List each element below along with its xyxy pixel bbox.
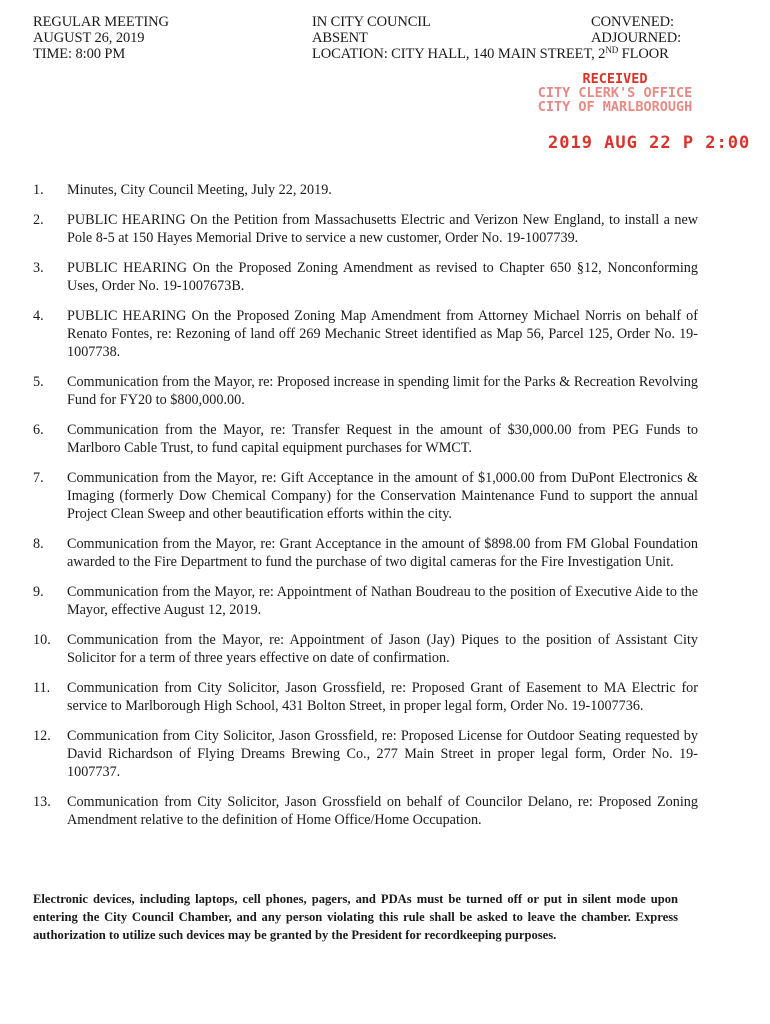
agenda-item bbox=[33, 793, 698, 829]
agenda-item-number: 9. bbox=[33, 584, 44, 600]
meeting-info bbox=[33, 14, 169, 62]
location-sup: ND bbox=[605, 45, 619, 55]
convened-label: CONVENED: bbox=[591, 14, 674, 30]
agenda-item-number: 5. bbox=[33, 374, 44, 390]
agenda-item-number: 3. bbox=[33, 260, 44, 276]
stamp-date: 2019 AUG 22 P 2:00 bbox=[548, 133, 751, 153]
agenda-item-number: 11. bbox=[33, 680, 51, 696]
location-suffix: FLOOR bbox=[618, 46, 669, 62]
agenda-item-number: 8. bbox=[33, 536, 44, 552]
location-prefix: LOCATION: CITY HALL, 140 MAIN STREET, 2 bbox=[312, 46, 606, 62]
agenda-item bbox=[33, 373, 698, 409]
agenda-item-text: Communication from the Mayor, re: Grant Acceptance in the amount of $898.00 from FM Global Foundation awarded to the Fire Department to fund the purchase of two digital cameras for the Fire Investigation Unit. bbox=[67, 536, 698, 570]
agenda-item-number: 13. bbox=[33, 794, 51, 810]
agenda-item bbox=[33, 727, 698, 781]
agenda-item-number: 1. bbox=[33, 182, 44, 198]
stamp-clerk-office: CITY CLERK'S OFFICE bbox=[537, 85, 693, 101]
agenda-item bbox=[33, 679, 698, 715]
meeting-type: REGULAR MEETING bbox=[33, 14, 169, 30]
received-stamp bbox=[530, 72, 700, 114]
agenda-item-text: Communication from City Solicitor, Jason Grossfield, re: Proposed License for Outdoor Seating requested by David Richardson of Flying Dreams Brewing Co., 277 Main Street in proper legal form, Order No. 19-1007737. bbox=[67, 728, 698, 780]
agenda-item-text: PUBLIC HEARING On the Proposed Zoning Map Amendment from Attorney Michael Norris on behalf of Renato Fontes, re: Rezoning of land off 269 Mechanic Street identified as Map 56, Parcel 125, Order No. 19-1007738. bbox=[67, 308, 698, 360]
agenda-item-number: 7. bbox=[33, 470, 44, 486]
agenda-item-text: Communication from the Mayor, re: Appointment of Jason (Jay) Piques to the position of Assistant City Solicitor for a term of three years effective on date of confirmation. bbox=[67, 632, 698, 666]
agenda-item-text: PUBLIC HEARING On the Proposed Zoning Amendment as revised to Chapter 650 §12, Nonconforming Uses, Order No. 19-1007673B. bbox=[67, 260, 698, 294]
agenda-item bbox=[33, 181, 698, 199]
agenda-item bbox=[33, 421, 698, 457]
agenda-item-text: Communication from the Mayor, re: Appointment of Nathan Boudreau to the position of Executive Aide to the Mayor, effective August 12, 2019. bbox=[67, 584, 698, 618]
agenda-item bbox=[33, 259, 698, 295]
agenda-item bbox=[33, 631, 698, 667]
electronic-devices-notice: Electronic devices, including laptops, cell phones, pagers, and PDAs must be turned off or put in silent mode upon entering the City Council Chamber, and any person violating this rule shall be asked to leave the chamber. Express authorization to utilize such devices may be granted by the President for recordkeeping purposes. bbox=[33, 892, 678, 942]
adjourned-label: ADJOURNED: bbox=[591, 30, 682, 46]
agenda-item-text: Communication from the Mayor, re: Transfer Request in the amount of $30,000.00 from PEG Funds to Marlboro Cable Trust, to fund capital equipment purchases for WMCT. bbox=[67, 422, 698, 456]
agenda-item-number: 10. bbox=[33, 632, 51, 648]
agenda-item-text: Communication from the Mayor, re: Proposed increase in spending limit for the Parks & Recreation Revolving Fund for FY20 to $800,000.00. bbox=[67, 374, 698, 408]
agenda-item bbox=[33, 211, 698, 247]
agenda-list bbox=[33, 181, 698, 841]
meeting-time: TIME: 8:00 PM bbox=[33, 46, 126, 62]
agenda-item bbox=[33, 583, 698, 619]
agenda-item-number: 4. bbox=[33, 308, 44, 324]
agenda-item-text: Communication from City Solicitor, Jason Grossfield on behalf of Councilor Delano, re: Proposed Zoning Amendment relative to the definition of Home Office/Home Occupation. bbox=[67, 794, 698, 828]
agenda-item-text: PUBLIC HEARING On the Petition from Massachusetts Electric and Verizon New England, to install a new Pole 8-5 at 150 Hayes Memorial Drive to service a new customer, Order No. 19-1007739. bbox=[67, 212, 698, 246]
agenda-item-number: 12. bbox=[33, 728, 51, 744]
meeting-date: AUGUST 26, 2019 bbox=[33, 30, 145, 46]
meeting-location bbox=[312, 46, 669, 62]
absent-label: ABSENT bbox=[312, 30, 368, 46]
stamp-city: CITY OF MARLBOROUGH bbox=[537, 99, 693, 115]
agenda-item bbox=[33, 469, 698, 523]
agenda-item bbox=[33, 535, 698, 571]
agenda-item-text: Communication from the Mayor, re: Gift Acceptance in the amount of $1,000.00 from DuPont Electronics & Imaging (formerly Dow Chemical Company) for the Conservation Maintenance Fund to support the annual Project Clean Sweep and other beautification efforts within the city. bbox=[67, 470, 698, 522]
agenda-item-number: 2. bbox=[33, 212, 44, 228]
stamp-received: RECEIVED bbox=[582, 71, 648, 87]
agenda-item-number: 6. bbox=[33, 422, 44, 438]
in-city-council-label: IN CITY COUNCIL bbox=[312, 14, 431, 30]
agenda-item bbox=[33, 307, 698, 361]
council-status bbox=[312, 14, 431, 46]
agenda-item-text: Minutes, City Council Meeting, July 22, 2019. bbox=[67, 182, 332, 198]
session-status bbox=[591, 14, 681, 46]
agenda-item-text: Communication from City Solicitor, Jason Grossfield, re: Proposed Grant of Easement to MA Electric for service to Marlborough High School, 431 Bolton Street, in proper legal form, Order No. 19-1007736. bbox=[67, 680, 698, 714]
